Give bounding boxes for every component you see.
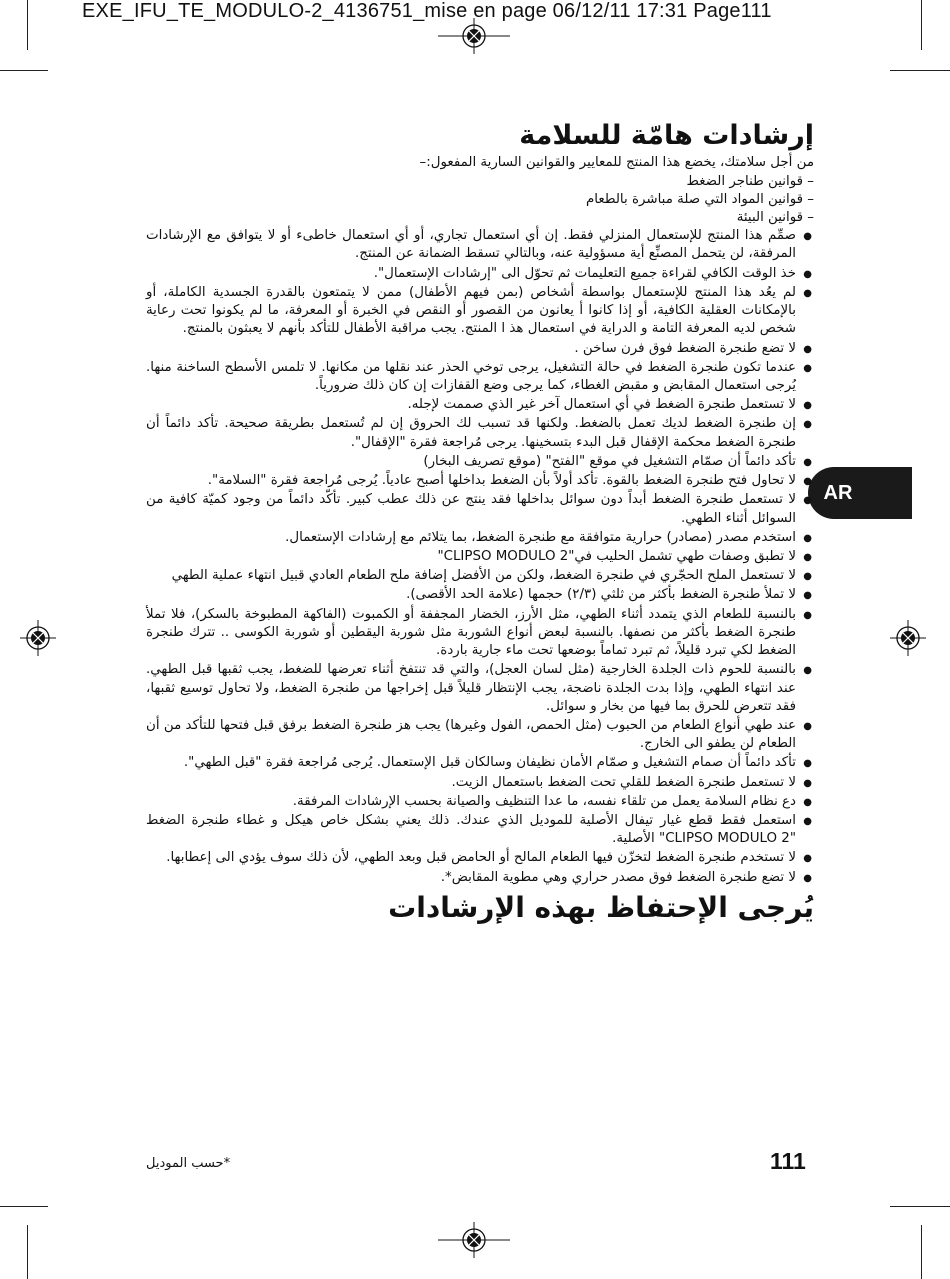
list-item: ● دع نظام السلامة يعمل من تلقاء نفسه، ما عدا التنظيف والصيانة بحسب الإرشادات المرفقة.: [146, 793, 796, 811]
list-item: ● لا تستعمل طنجرة الضغط أبداً دون سوائل بداخلها فقد ينتج عن ذلك عطب كبير. تأكّد دائماً من وجود كميّة كافية من السوائل أثناء الطهي.: [146, 491, 796, 527]
list-item: ● لم يعُد هذا المنتج للإستعمال بواسطة أشخاص (بمن فيهم الأطفال) ممن لا يتمتعون بالقدرة الجسدية الكاملة، أو بالإمكانات العقلية الكافية، أو إذا كانوا أ يعانون من القصور أو النقص في الخبرة أو المعرفة، ما لم يكونوا تحت رعاية شخص لديه المعرفة التامة و الدراية في استعمال هذ ا المنتج. يجب مراقبة الأطفال للتأكد بأنهم لا يعبثون بالمنتج.: [146, 284, 796, 339]
intro-text: من أجل سلامتك، يخضع هذا المنتج للمعايير والقوانين السارية المفعول:–: [419, 155, 814, 171]
language-tab: [808, 467, 912, 519]
registration-mark-right-icon: [890, 620, 926, 656]
crop-mark-top-right-v: [921, 0, 922, 50]
crop-mark-bottom-left-v: [27, 1225, 28, 1279]
list-item: ● لا تستعمل طنجرة الضغط للقلي تحت الضغط باستعمال الزيت.: [146, 774, 796, 792]
list-item: ● لا تحاول فتح طنجرة الضغط بالقوة. تأكد أولاً بأن الضغط بداخلها أصبح عادياً. يُرجى مُراجعة فقرة "السلامة".: [146, 472, 796, 490]
registration-mark-left-icon: [20, 620, 56, 656]
closing-heading: يُرجى الإحتفاظ بهذه الإرشادات: [388, 890, 814, 924]
page-number: 111: [770, 1148, 806, 1174]
list-item: ● لا تستعمل طنجرة الضغط في أي استعمال آخر غير الذي صممت لإجله.: [146, 396, 796, 414]
list-item: ● تأكد دائماً أن صمّام التشغيل في موقع "الفتح" (موقع تصريف البخار): [146, 453, 796, 471]
list-item: ● بالنسبة للطعام الذي يتمدد أثناء الطهي، مثل الأرز، الخضار المجففة أو الكمبوت (الفاكهة المطبوخة بالسكر)، فلا تملأ طنجرة الضغط بأكثر من نصفها. بالنسبة لبعض أنواع الشوربة مثل شوربة اليقطين أو شوربة الكوسى .. تترك طنجرة الضغط لكي تبرد قليلاً، ثم تبرد تماماً بوضعها تحت ماء جارية باردة.: [146, 606, 796, 661]
page-title: إرشادات هامّة للسلامة: [519, 120, 814, 151]
list-item: ● إن طنجرة الضغط لديك تعمل بالضغط. ولكنها قد تسبب لك الحروق إن لم تُستعمل بطريقة صحيحة. تأكد دائماً أن طنجرة الضغط محكمة الإقفال قبل البدء بتسخينها. يرجى مُراجعة فقرة "الإقفال".: [146, 415, 796, 451]
list-item: ● بالنسبة للحوم ذات الجلدة الخارجية (مثل لسان العجل)، والتي قد تنتفخ أثناء تعرضها للضغط، يجب ثقبها قبل الطهي. عند انتهاء الطهي، وإذا بدت الجلدة ناضجة، يجب الإنتظار قليلاً قبل إخراجها من طنجرة الضغط، ولا تحاول توسيع ثقبها، فقد تتعرض للحرق بما فيها من بخار و سوائل.: [146, 661, 796, 716]
list-item: ● لا تستعمل الملح الحجّري في طنجرة الضغط، ولكن من الأفضل إضافة ملح الطعام العادي قبيل انتهاء عملية الطهي: [146, 567, 796, 585]
crop-mark-top-left-v: [27, 0, 28, 50]
list-item: ● لا تستخدم طنجرة الضغط لتخزّن فيها الطعام المالح أو الحامض قبل وبعد الطهي، لأن ذلك سوف يؤدي الى إعطابها.: [146, 849, 796, 867]
crop-mark-bottom-right-v: [921, 1225, 922, 1279]
list-item: ● عندما تكون طنجرة الضغط في حالة التشغيل، يرجى توخي الحذر عند نقلها من مكانها. لا تلمس الأسطح الساخنة منها. يُرجى استعمال المقابض و مقبض الغطاء، كما يرجى وضع القفازات إن كان ذلك ضرورياً.: [146, 359, 796, 395]
safety-instructions: [146, 120, 814, 925]
list-item: ● استخدم مصدر (مصادر) حرارية متوافقة مع طنجرة الضغط، بما يتلائم مع إرشادات الإستعمال.: [146, 529, 796, 547]
language-tab-label: AR: [823, 482, 853, 504]
list-item: ● صمِّم هذا المنتج للإستعمال المنزلي فقط. إن أي استعمال تجاري، أو أي استعمال خاطىء أو لا يتوافق مع الإرشادات المرفقة، لن يتحمل المصنِّع أية مسؤولية عنه، وبالتالي تسقط الضمانة عن المنتج.: [146, 227, 796, 263]
list-item: – قوانين البيئة: [146, 209, 814, 227]
list-item: ● تأكد دائماً أن صمام التشغيل و صمّام الأمان نظيفان وسالكان قبل الإستعمال. يُرجى مُراجعة فقرة "قبل الطهي".: [146, 754, 796, 772]
registration-mark-top-icon: [438, 18, 510, 54]
crop-mark-bottom-left-h: [0, 1206, 48, 1207]
list-item: ● استعمل فقط قطع غيار تيفال الأصلية للموديل الذي عندك. ذلك يعني بشكل خاص هيكل و غطاء طنجرة الضغط "CLIPSO MODULO 2" الأصلية.: [146, 812, 796, 848]
crop-mark-bottom-right-h: [890, 1206, 950, 1207]
list-item: ● لا تملأ طنجرة الضغط بأكثر من ثلثي (٢/٣) حجمها (علامة الحد الأقصى).: [146, 586, 796, 604]
registration-mark-bottom-icon: [438, 1222, 510, 1258]
list-item: ● عند طهي أنواع الطعام من الحبوب (مثل الحمص، الفول وغيرها) يجب هز طنجرة الضغط برفق قبل فتحها للتأكد من أن الطعام لن يطفو الى الخارج.: [146, 717, 796, 753]
regulations-list: [146, 173, 814, 228]
print-header: EXE_IFU_TE_MODULO-2_4136751_mise en page 06/12/11 17:31 Page111: [82, 0, 772, 22]
list-item: ● لا تضع طنجرة الضغط فوق فرن ساخن .: [146, 340, 796, 358]
crop-mark-top-left-h: [0, 70, 48, 71]
list-item: – قوانين المواد التي صلة مباشرة بالطعام: [146, 191, 814, 209]
list-item: ● لا تضع طنجرة الضغط فوق مصدر حراري وهي مطوية المقابض*.: [146, 869, 796, 887]
footnote: *حسب الموديل: [146, 1156, 231, 1171]
list-item: ● خذ الوقت الكافي لقراءة جميع التعليمات ثم تحوّل الى "إرشادات الإستعمال".: [146, 265, 796, 283]
list-item: – قوانين طناجر الضغط: [146, 173, 814, 191]
crop-mark-top-right-h: [890, 70, 950, 71]
list-item: ● لا تطبق وصفات طهي تشمل الحليب في"CLIPSO MODULO 2": [146, 548, 796, 566]
safety-bullets: [146, 227, 814, 887]
